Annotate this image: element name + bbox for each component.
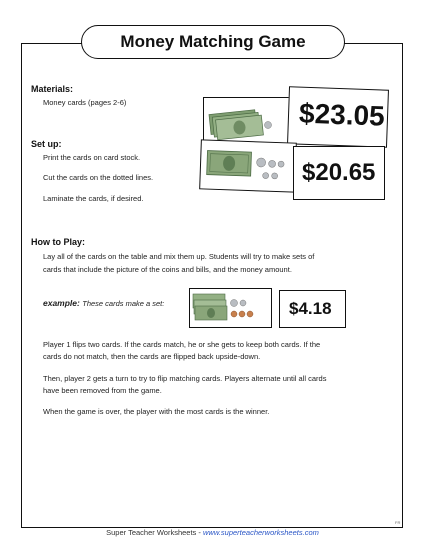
amount-2: $20.65: [302, 159, 376, 186]
materials-item: Money cards (pages 2-6): [43, 98, 127, 107]
winner-rule: When the game is over, the player with the most cards is the winner.: [43, 407, 270, 416]
player2-line-1: Then, player 2 gets a turn to try to flip matching cards. Players alternate until all cards: [43, 374, 327, 383]
money-picture-card-2: [199, 139, 297, 192]
page-title: Money Matching Game: [120, 32, 306, 51]
howto-heading: How to Play:: [31, 237, 86, 247]
howto-intro-line-2: cards that include the picture of the coins and bills, and the money amount.: [43, 265, 292, 274]
player1-line-2: cards do not match, then the cards are flipped back upside-down.: [43, 352, 261, 361]
example-text: These cards make a set:: [82, 299, 165, 308]
footer-prefix: Super Teacher Worksheets -: [106, 528, 203, 537]
corner-mark: FR: [395, 520, 401, 525]
example-caption: [43, 298, 164, 309]
example-label: example:: [43, 298, 80, 308]
footer: [0, 528, 425, 537]
player2-line-2: have been removed from the game.: [43, 386, 162, 395]
setup-step-2: Cut the cards on the dotted lines.: [43, 173, 154, 182]
footer-url-link[interactable]: www.superteacherworksheets.com: [202, 528, 319, 537]
player1-line-1: Player 1 flips two cards. If the cards match, he or she gets to keep both cards. If the: [43, 340, 321, 349]
money-picture-card-1: [203, 97, 293, 145]
amount-1: $23.05: [298, 97, 386, 132]
setup-step-3: Laminate the cards, if desired.: [43, 194, 144, 203]
bills-and-coins-icon: [200, 140, 296, 191]
setup-heading: Set up:: [31, 139, 62, 149]
title-banner: [81, 25, 345, 59]
howto-intro-line-1: Lay all of the cards on the table and mix them up. Students will try to make sets of: [43, 252, 315, 261]
bills-and-coins-icon: [204, 98, 292, 144]
example-amount-card: [279, 290, 346, 328]
materials-heading: Materials:: [31, 84, 74, 94]
amount-card-2: [293, 146, 385, 200]
example-amount: $4.18: [289, 299, 332, 318]
amount-card-1: [287, 86, 389, 147]
setup-step-1: Print the cards on card stock.: [43, 153, 141, 162]
example-picture-card: [189, 288, 272, 328]
bills-and-coins-icon: [190, 289, 271, 327]
